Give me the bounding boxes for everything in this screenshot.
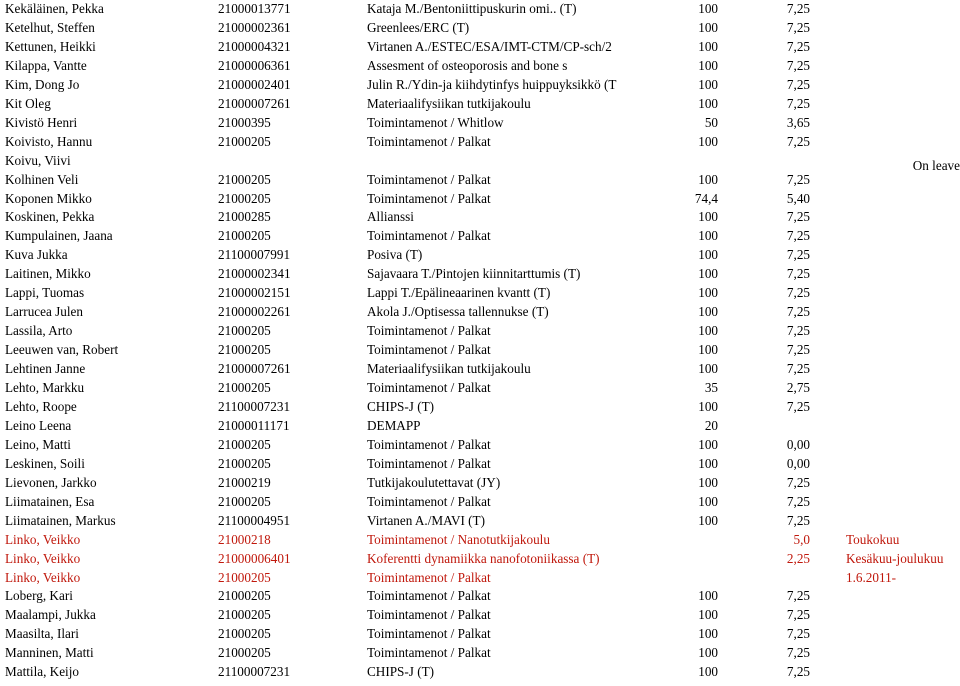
project-name: Toimintamenot / Palkat [367, 380, 491, 395]
daily-hours: 0,00 [786, 436, 810, 452]
project-name: Toimintamenot / Nanotutkijakoulu [367, 531, 550, 547]
daily-hours: 7,25 [786, 361, 810, 377]
account-code: 21000205 [218, 493, 271, 509]
employee-name: Koivisto, Hannu [5, 133, 93, 149]
employee-name: Manninen, Matti [5, 645, 94, 661]
employee-name: Loberg, Kari [5, 588, 73, 604]
employee-name: Koskinen, Pekka [5, 209, 95, 225]
project-name: Koferentti dynamiikka nanofotoniikassa (T) [367, 550, 600, 566]
table-row [0, 605, 960, 624]
table-row [0, 454, 960, 473]
project-name: Toimintamenot / Palkat [367, 607, 491, 623]
employee-name: Lehtinen Janne [5, 361, 86, 377]
employee-name: Kuva Jukka [5, 247, 68, 263]
allocation-percent: 100 [698, 76, 718, 92]
table-row [0, 321, 960, 340]
allocation-percent: 35 [704, 380, 718, 395]
daily-hours: 7,25 [786, 304, 810, 320]
table-row [0, 397, 960, 416]
project-name: Materiaalifysiikan tutkijakoulu [367, 361, 531, 377]
project-name: Toimintamenot / Palkat [367, 342, 491, 358]
allocation-percent: 100 [698, 398, 718, 414]
employee-name: Ketelhut, Steffen [5, 19, 95, 35]
account-code: 21100007231 [218, 398, 291, 414]
row-note: On leave [912, 157, 960, 173]
table-row [0, 113, 960, 132]
project-name: Posiva (T) [367, 247, 423, 263]
account-code: 21000205 [218, 588, 271, 604]
project-name: Tutkijakoulutettavat (JY) [367, 474, 501, 490]
row-note [818, 667, 960, 686]
project-name: Virtanen A./ESTEC/ESA/IMT-CTM/CP-sch/2 [367, 38, 612, 54]
table-row [0, 568, 960, 587]
account-code: 21000205 [218, 607, 271, 623]
daily-hours: 2,75 [786, 380, 810, 395]
project-name: DEMAPP [367, 417, 421, 433]
daily-hours: 7,25 [786, 38, 810, 54]
project-name: Assesment of osteoporosis and bone s [367, 57, 568, 73]
account-code: 21100004951 [218, 512, 291, 528]
daily-hours: 7,25 [786, 57, 810, 73]
account-code: 21100007991 [218, 247, 291, 263]
table-row [0, 18, 960, 37]
table-row [0, 511, 960, 530]
account-code: 21000205 [218, 228, 271, 244]
daily-hours [740, 416, 810, 435]
allocation-percent: 100 [698, 436, 718, 452]
allocation-percent: 100 [698, 304, 718, 320]
allocation-percent [650, 568, 718, 587]
allocation-percent: 74,4 [694, 190, 718, 206]
employee-name: Kivistö Henri [5, 114, 78, 130]
project-name: Lappi T./Epälineaarinen kvantt (T) [367, 285, 551, 301]
account-code: 21000205 [218, 645, 271, 661]
project-name: Toimintamenot / Palkat [367, 645, 491, 661]
account-code: 21000006361 [218, 57, 291, 73]
daily-hours: 7,25 [786, 493, 810, 509]
project-name: CHIPS-J (T) [367, 398, 435, 414]
table-row [0, 170, 960, 189]
daily-hours: 5,0 [793, 531, 810, 547]
table-row [0, 283, 960, 302]
employee-name: Koivu, Viivi [5, 152, 71, 168]
row-note: Kesäkuu-joulukuu [846, 550, 944, 566]
employee-name: Koponen Mikko [5, 190, 92, 206]
allocation-percent: 100 [698, 133, 718, 149]
account-code: 21000205 [218, 455, 271, 471]
daily-hours: 7,25 [786, 398, 810, 414]
project-name: Toimintamenot / Palkat [367, 190, 491, 206]
row-note: Toukokuu [846, 531, 900, 547]
daily-hours: 7,25 [786, 285, 810, 301]
allocation-percent: 100 [698, 95, 718, 111]
table-row [0, 0, 960, 18]
allocation-percent [650, 530, 718, 549]
project-name: Toimintamenot / Palkat [367, 493, 491, 509]
employee-name: Lievonen, Jarkko [5, 474, 97, 490]
table-row [0, 586, 960, 605]
allocation-percent: 100 [698, 361, 718, 377]
allocation-percent: 100 [698, 455, 718, 471]
account-code: 21000205 [218, 133, 271, 149]
employee-name: Lassila, Arto [5, 323, 73, 339]
daily-hours: 7,25 [786, 266, 810, 282]
employee-name: Liimatainen, Markus [5, 512, 116, 528]
employee-name: Kolhinen Veli [5, 171, 79, 187]
daily-hours: 7,25 [786, 664, 810, 680]
allocation-percent: 100 [698, 664, 718, 680]
project-name: Akola J./Optisessa tallennukse (T) [367, 304, 549, 320]
daily-hours: 7,25 [786, 588, 810, 604]
employee-name: Larrucea Julen [5, 304, 83, 320]
account-code: 21000002151 [218, 285, 291, 301]
account-code: 21000002341 [218, 266, 291, 282]
employee-name: Linko, Veikko [5, 569, 81, 585]
table-row [0, 132, 960, 151]
table-row [0, 264, 960, 283]
table-row [0, 189, 960, 208]
daily-hours: 3,65 [786, 114, 810, 130]
employee-name: Linko, Veikko [5, 531, 81, 547]
row-note: 1.6.2011- [846, 569, 897, 585]
account-code: 21000006401 [218, 550, 291, 566]
employee-name: Lehto, Markku [5, 380, 85, 395]
allocation-percent [650, 549, 718, 568]
daily-hours: 7,25 [786, 1, 810, 16]
account-code [218, 151, 364, 170]
allocation-percent: 100 [698, 474, 718, 490]
allocation-percent: 100 [698, 588, 718, 604]
project-name: Toimintamenot / Palkat [367, 455, 491, 471]
account-code: 21000004321 [218, 38, 291, 54]
table-row [0, 245, 960, 264]
employee-name: Linko, Veikko [5, 550, 81, 566]
project-name: Julin R./Ydin-ja kiihdytinfys huippuyksikkö (T [367, 76, 617, 92]
table-row [0, 207, 960, 226]
allocation-percent: 100 [698, 1, 718, 16]
employee-name: Kettunen, Heikki [5, 38, 96, 54]
project-name: Toimintamenot / Palkat [367, 588, 491, 604]
table-row [0, 94, 960, 113]
project-name: Kataja M./Bentoniittipuskurin omi.. (T) [367, 1, 577, 16]
table-row [0, 37, 960, 56]
table-row [0, 359, 960, 378]
employee-name: Kilappa, Vantte [5, 57, 87, 73]
employee-name: Lehto, Roope [5, 398, 77, 414]
project-name: CHIPS-J (T) [367, 664, 435, 680]
daily-hours: 7,25 [786, 474, 810, 490]
project-name: Toimintamenot / Palkat [367, 626, 491, 642]
daily-hours: 7,25 [786, 512, 810, 528]
project-name: Toimintamenot / Palkat [367, 323, 491, 339]
account-code: 21000002401 [218, 76, 291, 92]
allocation-percent: 100 [698, 228, 718, 244]
account-code: 21000013771 [218, 1, 291, 16]
project-name: Allianssi [367, 209, 414, 225]
allocation-percent: 100 [698, 171, 718, 187]
allocation-percent: 100 [698, 607, 718, 623]
account-code: 21000007261 [218, 95, 291, 111]
account-code: 21000218 [218, 531, 271, 547]
project-name [367, 151, 646, 170]
daily-hours: 7,25 [786, 607, 810, 623]
table-row [0, 435, 960, 454]
account-code: 21000205 [218, 171, 271, 187]
project-name: Toimintamenot / Whitlow [367, 114, 504, 130]
daily-hours [740, 568, 810, 587]
table-row [0, 492, 960, 511]
project-name: Virtanen A./MAVI (T) [367, 512, 485, 528]
account-code: 21000219 [218, 474, 271, 490]
allocation-percent: 100 [698, 512, 718, 528]
employee-name: Liimatainen, Esa [5, 493, 95, 509]
account-code: 21000002261 [218, 304, 291, 320]
employee-name: Maalampi, Jukka [5, 607, 96, 623]
project-name: Sajavaara T./Pintojen kiinnitarttumis (T) [367, 266, 581, 282]
allocation-percent: 100 [698, 209, 718, 225]
table-row [0, 340, 960, 359]
allocation-percent: 100 [698, 493, 718, 509]
table-row [0, 226, 960, 245]
daily-hours: 7,25 [786, 95, 810, 111]
daily-hours: 7,25 [786, 76, 810, 92]
daily-hours: 7,25 [786, 228, 810, 244]
table-row [0, 75, 960, 94]
daily-hours: 7,25 [786, 247, 810, 263]
allocation-percent: 100 [698, 645, 718, 661]
employee-name: Leino Leena [5, 417, 72, 433]
account-code: 21000205 [218, 569, 271, 585]
allocation-percent: 100 [698, 285, 718, 301]
table-row [0, 662, 960, 681]
account-code: 21000205 [218, 323, 271, 339]
table-row [0, 416, 960, 435]
project-name: Toimintamenot / Palkat [367, 436, 491, 452]
daily-hours: 7,25 [786, 342, 810, 358]
daily-hours: 7,25 [786, 626, 810, 642]
daily-hours: 7,25 [786, 133, 810, 149]
allocation-percent: 100 [698, 323, 718, 339]
allocation-percent: 100 [698, 57, 718, 73]
table-row [0, 473, 960, 492]
employee-name: Kim, Dong Jo [5, 76, 80, 92]
account-code: 21000011171 [218, 417, 290, 433]
allocation-percent: 100 [698, 247, 718, 263]
table-row [0, 151, 960, 173]
allocation-percent: 100 [698, 342, 718, 358]
allocation-percent: 100 [698, 19, 718, 35]
employee-name: Kit Oleg [5, 95, 51, 111]
table-row [0, 549, 960, 568]
employee-name: Kekäläinen, Pekka [5, 1, 104, 16]
project-name: Materiaalifysiikan tutkijakoulu [367, 95, 531, 111]
account-code: 21000205 [218, 380, 271, 395]
daily-hours: 7,25 [786, 209, 810, 225]
table-row [0, 624, 960, 643]
project-name: Toimintamenot / Palkat [367, 171, 491, 187]
account-code: 21000205 [218, 626, 271, 642]
project-name: Toimintamenot / Palkat [367, 569, 491, 585]
employee-name: Laitinen, Mikko [5, 266, 91, 282]
project-name: Toimintamenot / Palkat [367, 133, 491, 149]
account-code: 21000205 [218, 342, 271, 358]
employee-name: Leeuwen van, Robert [5, 342, 119, 358]
allocation-percent: 50 [704, 114, 718, 130]
daily-hours: 2,25 [786, 550, 810, 566]
account-code: 21000002361 [218, 19, 291, 35]
employee-name: Leskinen, Soili [5, 455, 85, 471]
employee-name: Mattila, Keijo [5, 664, 79, 680]
table-row [0, 643, 960, 662]
table-row [0, 378, 960, 397]
allocation-percent: 100 [698, 266, 718, 282]
daily-hours: 5,40 [786, 190, 810, 206]
employee-name: Maasilta, Ilari [5, 626, 79, 642]
employee-name: Lappi, Tuomas [5, 285, 85, 301]
project-name: Toimintamenot / Palkat [367, 228, 491, 244]
employee-name: Kumpulainen, Jaana [5, 228, 113, 244]
daily-hours: 7,25 [786, 171, 810, 187]
allocation-percent: 20 [704, 417, 718, 433]
table-row [0, 530, 960, 549]
account-code: 21000395 [218, 114, 271, 130]
account-code: 21000205 [218, 436, 271, 452]
account-code: 21000285 [218, 209, 271, 225]
daily-hours: 7,25 [786, 19, 810, 35]
table-row [0, 56, 960, 75]
daily-hours [740, 151, 810, 170]
daily-hours: 0,00 [786, 455, 810, 471]
account-code: 21000205 [218, 190, 271, 206]
daily-hours: 7,25 [786, 323, 810, 339]
account-code: 21000007261 [218, 361, 291, 377]
allocation-percent [650, 151, 718, 170]
account-code: 21100007231 [218, 664, 291, 680]
allocation-percent: 100 [698, 626, 718, 642]
table-row [0, 302, 960, 321]
project-name: Greenlees/ERC (T) [367, 19, 470, 35]
allocation-percent: 100 [698, 38, 718, 54]
daily-hours: 7,25 [786, 645, 810, 661]
employee-name: Leino, Matti [5, 436, 71, 452]
